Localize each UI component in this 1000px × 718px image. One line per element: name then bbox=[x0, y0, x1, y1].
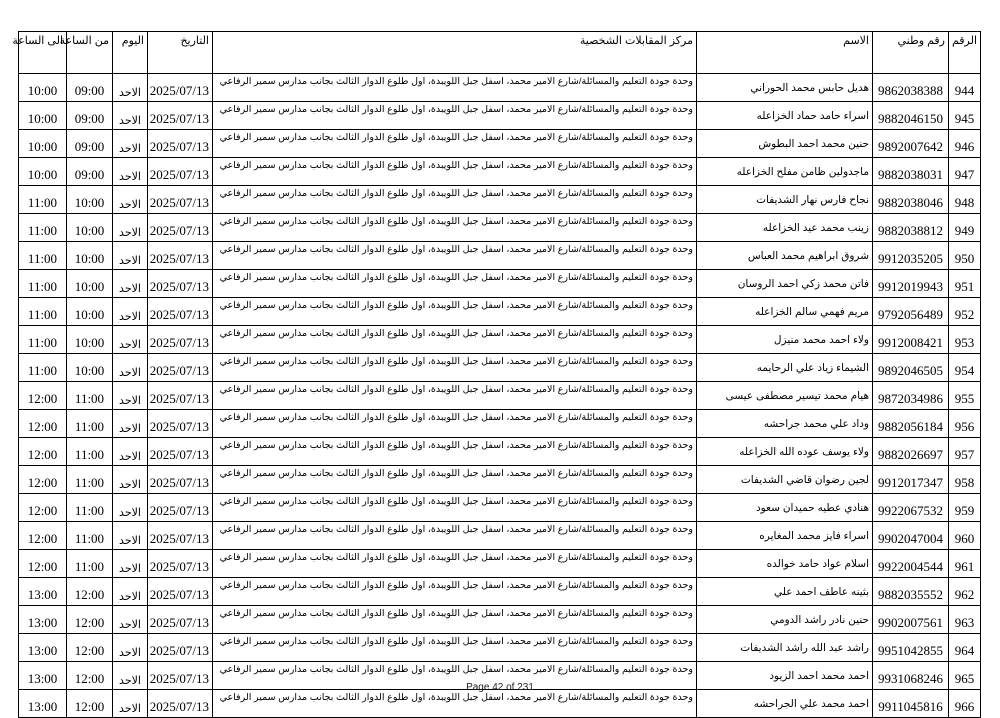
cell-num: 963 bbox=[949, 606, 981, 634]
cell-day: الاحد bbox=[113, 634, 148, 662]
cell-national-id: 9912035205 bbox=[873, 242, 949, 270]
table-row bbox=[19, 522, 981, 550]
cell-name: راشد عبد الله راشد الشديفات bbox=[697, 634, 873, 662]
cell-day: الاحد bbox=[113, 550, 148, 578]
cell-date: 2025/07/13 bbox=[148, 578, 213, 606]
cell-from-time: 10:00 bbox=[67, 298, 113, 326]
cell-num: 959 bbox=[949, 494, 981, 522]
cell-center: وحدة جودة التعليم والمسائلة/شارع الامير محمد، اسفل جبل اللويبدة، اول طلوع الدوار الثالث بجانب مدارس سمير الرفاعي bbox=[213, 522, 697, 550]
cell-to-time: 10:00 bbox=[19, 130, 67, 158]
cell-from-time: 09:00 bbox=[67, 130, 113, 158]
cell-to-time: 11:00 bbox=[19, 186, 67, 214]
cell-to-time: 13:00 bbox=[19, 606, 67, 634]
cell-num: 948 bbox=[949, 186, 981, 214]
cell-center: وحدة جودة التعليم والمسائلة/شارع الامير محمد، اسفل جبل اللويبدة، اول طلوع الدوار الثالث بجانب مدارس سمير الرفاعي bbox=[213, 354, 697, 382]
cell-num: 964 bbox=[949, 634, 981, 662]
cell-national-id: 9882038046 bbox=[873, 186, 949, 214]
header-day: اليوم bbox=[113, 32, 148, 74]
cell-center: وحدة جودة التعليم والمسائلة/شارع الامير محمد، اسفل جبل اللويبدة، اول طلوع الدوار الثالث بجانب مدارس سمير الرفاعي bbox=[213, 606, 697, 634]
cell-name: نجاح فارس نهار الشديفات bbox=[697, 186, 873, 214]
cell-day: الاحد bbox=[113, 606, 148, 634]
table-row bbox=[19, 102, 981, 130]
table-row bbox=[19, 298, 981, 326]
cell-name: ولاء يوسف عوده الله الخزاعله bbox=[697, 438, 873, 466]
cell-num: 957 bbox=[949, 438, 981, 466]
cell-to-time: 12:00 bbox=[19, 522, 67, 550]
cell-name: حنين نادر راشد الدومي bbox=[697, 606, 873, 634]
cell-num: 966 bbox=[949, 690, 981, 718]
cell-name: اسلام عواد حامد خوالده bbox=[697, 550, 873, 578]
cell-num: 960 bbox=[949, 522, 981, 550]
cell-name: ولاء احمد محمد منيزل bbox=[697, 326, 873, 354]
table-row bbox=[19, 354, 981, 382]
cell-center: وحدة جودة التعليم والمسائلة/شارع الامير محمد، اسفل جبل اللويبدة، اول طلوع الدوار الثالث بجانب مدارس سمير الرفاعي bbox=[213, 270, 697, 298]
cell-day: الاحد bbox=[113, 186, 148, 214]
table-row bbox=[19, 410, 981, 438]
cell-date: 2025/07/13 bbox=[148, 522, 213, 550]
cell-num: 965 bbox=[949, 662, 981, 690]
table-row bbox=[19, 606, 981, 634]
header-center: مركز المقابلات الشخصية bbox=[213, 32, 697, 74]
cell-to-time: 11:00 bbox=[19, 298, 67, 326]
cell-national-id: 9912019943 bbox=[873, 270, 949, 298]
cell-from-time: 11:00 bbox=[67, 382, 113, 410]
cell-center: وحدة جودة التعليم والمسائلة/شارع الامير محمد، اسفل جبل اللويبدة، اول طلوع الدوار الثالث بجانب مدارس سمير الرفاعي bbox=[213, 494, 697, 522]
cell-to-time: 10:00 bbox=[19, 102, 67, 130]
cell-national-id: 9931068246 bbox=[873, 662, 949, 690]
table-row bbox=[19, 186, 981, 214]
header-from: من الساعة bbox=[67, 32, 113, 74]
cell-num: 961 bbox=[949, 550, 981, 578]
cell-center: وحدة جودة التعليم والمسائلة/شارع الامير محمد، اسفل جبل اللويبدة، اول طلوع الدوار الثالث بجانب مدارس سمير الرفاعي bbox=[213, 634, 697, 662]
cell-day: الاحد bbox=[113, 270, 148, 298]
cell-date: 2025/07/13 bbox=[148, 550, 213, 578]
table-row bbox=[19, 270, 981, 298]
cell-name: مريم فهمي سالم الخزاعله bbox=[697, 298, 873, 326]
cell-to-time: 13:00 bbox=[19, 578, 67, 606]
cell-national-id: 9892046505 bbox=[873, 354, 949, 382]
cell-num: 946 bbox=[949, 130, 981, 158]
cell-name: احمد محمد احمد الزيود bbox=[697, 662, 873, 690]
cell-to-time: 11:00 bbox=[19, 270, 67, 298]
cell-to-time: 13:00 bbox=[19, 662, 67, 690]
cell-date: 2025/07/13 bbox=[148, 270, 213, 298]
cell-name: اسراء حامد حماد الخزاعله bbox=[697, 102, 873, 130]
cell-to-time: 12:00 bbox=[19, 382, 67, 410]
cell-name: احمد محمد علي الجراحشه bbox=[697, 690, 873, 718]
cell-center: وحدة جودة التعليم والمسائلة/شارع الامير محمد، اسفل جبل اللويبدة، اول طلوع الدوار الثالث بجانب مدارس سمير الرفاعي bbox=[213, 466, 697, 494]
cell-to-time: 12:00 bbox=[19, 466, 67, 494]
cell-date: 2025/07/13 bbox=[148, 662, 213, 690]
cell-national-id: 9882026697 bbox=[873, 438, 949, 466]
cell-from-time: 10:00 bbox=[67, 214, 113, 242]
cell-national-id: 9882046150 bbox=[873, 102, 949, 130]
cell-to-time: 12:00 bbox=[19, 410, 67, 438]
table-row bbox=[19, 130, 981, 158]
cell-date: 2025/07/13 bbox=[148, 130, 213, 158]
cell-to-time: 12:00 bbox=[19, 438, 67, 466]
cell-date: 2025/07/13 bbox=[148, 158, 213, 186]
table-row bbox=[19, 438, 981, 466]
cell-from-time: 11:00 bbox=[67, 438, 113, 466]
table-header bbox=[12, 32, 981, 74]
cell-national-id: 9902007561 bbox=[873, 606, 949, 634]
cell-national-id: 9882035552 bbox=[873, 578, 949, 606]
cell-national-id: 9912017347 bbox=[873, 466, 949, 494]
cell-day: الاحد bbox=[113, 130, 148, 158]
cell-center: وحدة جودة التعليم والمسائلة/شارع الامير محمد، اسفل جبل اللويبدة، اول طلوع الدوار الثالث بجانب مدارس سمير الرفاعي bbox=[213, 382, 697, 410]
cell-num: 951 bbox=[949, 270, 981, 298]
header-name: الاسم bbox=[697, 32, 873, 74]
cell-num: 947 bbox=[949, 158, 981, 186]
cell-from-time: 09:00 bbox=[67, 158, 113, 186]
schedule-page bbox=[12, 31, 980, 718]
cell-national-id: 9912008421 bbox=[873, 326, 949, 354]
cell-center: وحدة جودة التعليم والمسائلة/شارع الامير محمد، اسفل جبل اللويبدة، اول طلوع الدوار الثالث بجانب مدارس سمير الرفاعي bbox=[213, 158, 697, 186]
cell-day: الاحد bbox=[113, 298, 148, 326]
cell-num: 950 bbox=[949, 242, 981, 270]
cell-day: الاحد bbox=[113, 438, 148, 466]
cell-from-time: 11:00 bbox=[67, 466, 113, 494]
cell-to-time: 10:00 bbox=[19, 74, 67, 102]
cell-national-id: 9862038388 bbox=[873, 74, 949, 102]
cell-name: شروق ابراهيم محمد العباس bbox=[697, 242, 873, 270]
table-row bbox=[19, 466, 981, 494]
header-num: الرقم bbox=[949, 32, 981, 74]
table-row bbox=[19, 214, 981, 242]
cell-day: الاحد bbox=[113, 578, 148, 606]
cell-name: لجين رضوان قاضي الشديفات bbox=[697, 466, 873, 494]
cell-to-time: 11:00 bbox=[19, 214, 67, 242]
cell-date: 2025/07/13 bbox=[148, 74, 213, 102]
cell-date: 2025/07/13 bbox=[148, 606, 213, 634]
cell-num: 956 bbox=[949, 410, 981, 438]
cell-center: وحدة جودة التعليم والمسائلة/شارع الامير محمد، اسفل جبل اللويبدة، اول طلوع الدوار الثالث بجانب مدارس سمير الرفاعي bbox=[213, 186, 697, 214]
cell-center: وحدة جودة التعليم والمسائلة/شارع الامير محمد، اسفل جبل اللويبدة، اول طلوع الدوار الثالث بجانب مدارس سمير الرفاعي bbox=[213, 130, 697, 158]
cell-from-time: 10:00 bbox=[67, 354, 113, 382]
cell-day: الاحد bbox=[113, 410, 148, 438]
cell-date: 2025/07/13 bbox=[148, 214, 213, 242]
cell-name: بثينه عاطف احمد علي bbox=[697, 578, 873, 606]
cell-center: وحدة جودة التعليم والمسائلة/شارع الامير محمد، اسفل جبل اللويبدة، اول طلوع الدوار الثالث بجانب مدارس سمير الرفاعي bbox=[213, 410, 697, 438]
cell-date: 2025/07/13 bbox=[148, 466, 213, 494]
cell-center: وحدة جودة التعليم والمسائلة/شارع الامير محمد، اسفل جبل اللويبدة، اول طلوع الدوار الثالث بجانب مدارس سمير الرفاعي bbox=[213, 690, 697, 718]
cell-name: هنادي عطيه حميدان سعود bbox=[697, 494, 873, 522]
cell-center: وحدة جودة التعليم والمسائلة/شارع الامير محمد، اسفل جبل اللويبدة، اول طلوع الدوار الثالث بجانب مدارس سمير الرفاعي bbox=[213, 550, 697, 578]
cell-from-time: 12:00 bbox=[67, 606, 113, 634]
cell-center: وحدة جودة التعليم والمسائلة/شارع الامير محمد، اسفل جبل اللويبدة، اول طلوع الدوار الثالث بجانب مدارس سمير الرفاعي bbox=[213, 438, 697, 466]
cell-num: 952 bbox=[949, 298, 981, 326]
page-number: Page 42 of 231 bbox=[466, 682, 534, 693]
cell-date: 2025/07/13 bbox=[148, 690, 213, 718]
cell-national-id: 9951042855 bbox=[873, 634, 949, 662]
cell-national-id: 9872034986 bbox=[873, 382, 949, 410]
cell-center: وحدة جودة التعليم والمسائلة/شارع الامير محمد، اسفل جبل اللويبدة، اول طلوع الدوار الثالث بجانب مدارس سمير الرفاعي bbox=[213, 662, 697, 690]
cell-date: 2025/07/13 bbox=[148, 634, 213, 662]
cell-day: الاحد bbox=[113, 74, 148, 102]
cell-from-time: 10:00 bbox=[67, 242, 113, 270]
cell-day: الاحد bbox=[113, 494, 148, 522]
cell-center: وحدة جودة التعليم والمسائلة/شارع الامير محمد، اسفل جبل اللويبدة، اول طلوع الدوار الثالث بجانب مدارس سمير الرفاعي bbox=[213, 326, 697, 354]
table-row bbox=[19, 326, 981, 354]
cell-to-time: 12:00 bbox=[19, 494, 67, 522]
cell-num: 958 bbox=[949, 466, 981, 494]
cell-to-time: 11:00 bbox=[19, 242, 67, 270]
cell-from-time: 11:00 bbox=[67, 410, 113, 438]
cell-name: فاتن محمد زكي احمد الروسان bbox=[697, 270, 873, 298]
header-to: الى الساعة bbox=[19, 32, 67, 74]
cell-from-time: 11:00 bbox=[67, 522, 113, 550]
cell-name: هديل حابس محمد الحوراني bbox=[697, 74, 873, 102]
cell-to-time: 10:00 bbox=[19, 158, 67, 186]
cell-day: الاحد bbox=[113, 242, 148, 270]
cell-date: 2025/07/13 bbox=[148, 102, 213, 130]
cell-from-time: 12:00 bbox=[67, 634, 113, 662]
cell-num: 954 bbox=[949, 354, 981, 382]
cell-from-time: 11:00 bbox=[67, 494, 113, 522]
cell-day: الاحد bbox=[113, 102, 148, 130]
cell-from-time: 12:00 bbox=[67, 690, 113, 718]
cell-date: 2025/07/13 bbox=[148, 186, 213, 214]
cell-name: وداد علي محمد جراحشه bbox=[697, 410, 873, 438]
cell-num: 944 bbox=[949, 74, 981, 102]
header-row bbox=[19, 32, 981, 74]
cell-name: ماجدولين ظامن مفلح الخزاعله bbox=[697, 158, 873, 186]
table-row bbox=[19, 578, 981, 606]
cell-day: الاحد bbox=[113, 690, 148, 718]
cell-national-id: 9792056489 bbox=[873, 298, 949, 326]
cell-center: وحدة جودة التعليم والمسائلة/شارع الامير محمد، اسفل جبل اللويبدة، اول طلوع الدوار الثالث بجانب مدارس سمير الرفاعي bbox=[213, 74, 697, 102]
cell-national-id: 9892007642 bbox=[873, 130, 949, 158]
cell-to-time: 11:00 bbox=[19, 354, 67, 382]
cell-from-time: 09:00 bbox=[67, 102, 113, 130]
cell-from-time: 10:00 bbox=[67, 326, 113, 354]
cell-to-time: 13:00 bbox=[19, 634, 67, 662]
cell-date: 2025/07/13 bbox=[148, 242, 213, 270]
header-national-id: رقم وطني bbox=[873, 32, 949, 74]
cell-national-id: 9882038031 bbox=[873, 158, 949, 186]
cell-national-id: 9922004544 bbox=[873, 550, 949, 578]
interview-schedule-table bbox=[12, 31, 981, 718]
cell-day: الاحد bbox=[113, 382, 148, 410]
table-body bbox=[19, 74, 981, 718]
cell-from-time: 12:00 bbox=[67, 662, 113, 690]
cell-center: وحدة جودة التعليم والمسائلة/شارع الامير محمد، اسفل جبل اللويبدة، اول طلوع الدوار الثالث بجانب مدارس سمير الرفاعي bbox=[213, 242, 697, 270]
cell-num: 953 bbox=[949, 326, 981, 354]
cell-date: 2025/07/13 bbox=[148, 494, 213, 522]
cell-center: وحدة جودة التعليم والمسائلة/شارع الامير محمد، اسفل جبل اللويبدة، اول طلوع الدوار الثالث بجانب مدارس سمير الرفاعي bbox=[213, 298, 697, 326]
cell-name: اسراء فايز محمد المغايره bbox=[697, 522, 873, 550]
table-row bbox=[19, 550, 981, 578]
cell-day: الاحد bbox=[113, 662, 148, 690]
cell-from-time: 11:00 bbox=[67, 550, 113, 578]
cell-date: 2025/07/13 bbox=[148, 410, 213, 438]
table-row bbox=[19, 158, 981, 186]
cell-date: 2025/07/13 bbox=[148, 438, 213, 466]
cell-national-id: 9902047004 bbox=[873, 522, 949, 550]
cell-to-time: 12:00 bbox=[19, 550, 67, 578]
cell-num: 949 bbox=[949, 214, 981, 242]
cell-date: 2025/07/13 bbox=[148, 298, 213, 326]
cell-date: 2025/07/13 bbox=[148, 382, 213, 410]
cell-from-time: 12:00 bbox=[67, 578, 113, 606]
cell-day: الاحد bbox=[113, 326, 148, 354]
cell-from-time: 10:00 bbox=[67, 270, 113, 298]
cell-num: 962 bbox=[949, 578, 981, 606]
cell-national-id: 9922067532 bbox=[873, 494, 949, 522]
cell-name: الشيماء زياد علي الرحايمه bbox=[697, 354, 873, 382]
table-row bbox=[19, 74, 981, 102]
cell-num: 955 bbox=[949, 382, 981, 410]
table-row bbox=[19, 382, 981, 410]
cell-day: الاحد bbox=[113, 214, 148, 242]
cell-day: الاحد bbox=[113, 354, 148, 382]
cell-from-time: 09:00 bbox=[67, 74, 113, 102]
cell-national-id: 9911045816 bbox=[873, 690, 949, 718]
cell-day: الاحد bbox=[113, 522, 148, 550]
cell-name: هيام محمد تيسير مصطفى عيسى bbox=[697, 382, 873, 410]
cell-center: وحدة جودة التعليم والمسائلة/شارع الامير محمد، اسفل جبل اللويبدة، اول طلوع الدوار الثالث بجانب مدارس سمير الرفاعي bbox=[213, 578, 697, 606]
cell-name: حنين محمد احمد البطوش bbox=[697, 130, 873, 158]
cell-national-id: 9882038812 bbox=[873, 214, 949, 242]
cell-center: وحدة جودة التعليم والمسائلة/شارع الامير محمد، اسفل جبل اللويبدة، اول طلوع الدوار الثالث بجانب مدارس سمير الرفاعي bbox=[213, 102, 697, 130]
table-row bbox=[19, 494, 981, 522]
table-row bbox=[19, 242, 981, 270]
cell-day: الاحد bbox=[113, 158, 148, 186]
cell-from-time: 10:00 bbox=[67, 186, 113, 214]
cell-day: الاحد bbox=[113, 466, 148, 494]
header-date: التاريخ bbox=[148, 32, 213, 74]
cell-num: 945 bbox=[949, 102, 981, 130]
table-row bbox=[19, 690, 981, 718]
cell-date: 2025/07/13 bbox=[148, 354, 213, 382]
cell-center: وحدة جودة التعليم والمسائلة/شارع الامير محمد، اسفل جبل اللويبدة، اول طلوع الدوار الثالث بجانب مدارس سمير الرفاعي bbox=[213, 214, 697, 242]
cell-to-time: 13:00 bbox=[19, 690, 67, 718]
table-row bbox=[19, 634, 981, 662]
cell-to-time: 11:00 bbox=[19, 326, 67, 354]
cell-name: زينب محمد عيد الخزاعله bbox=[697, 214, 873, 242]
cell-national-id: 9882056184 bbox=[873, 410, 949, 438]
cell-date: 2025/07/13 bbox=[148, 326, 213, 354]
